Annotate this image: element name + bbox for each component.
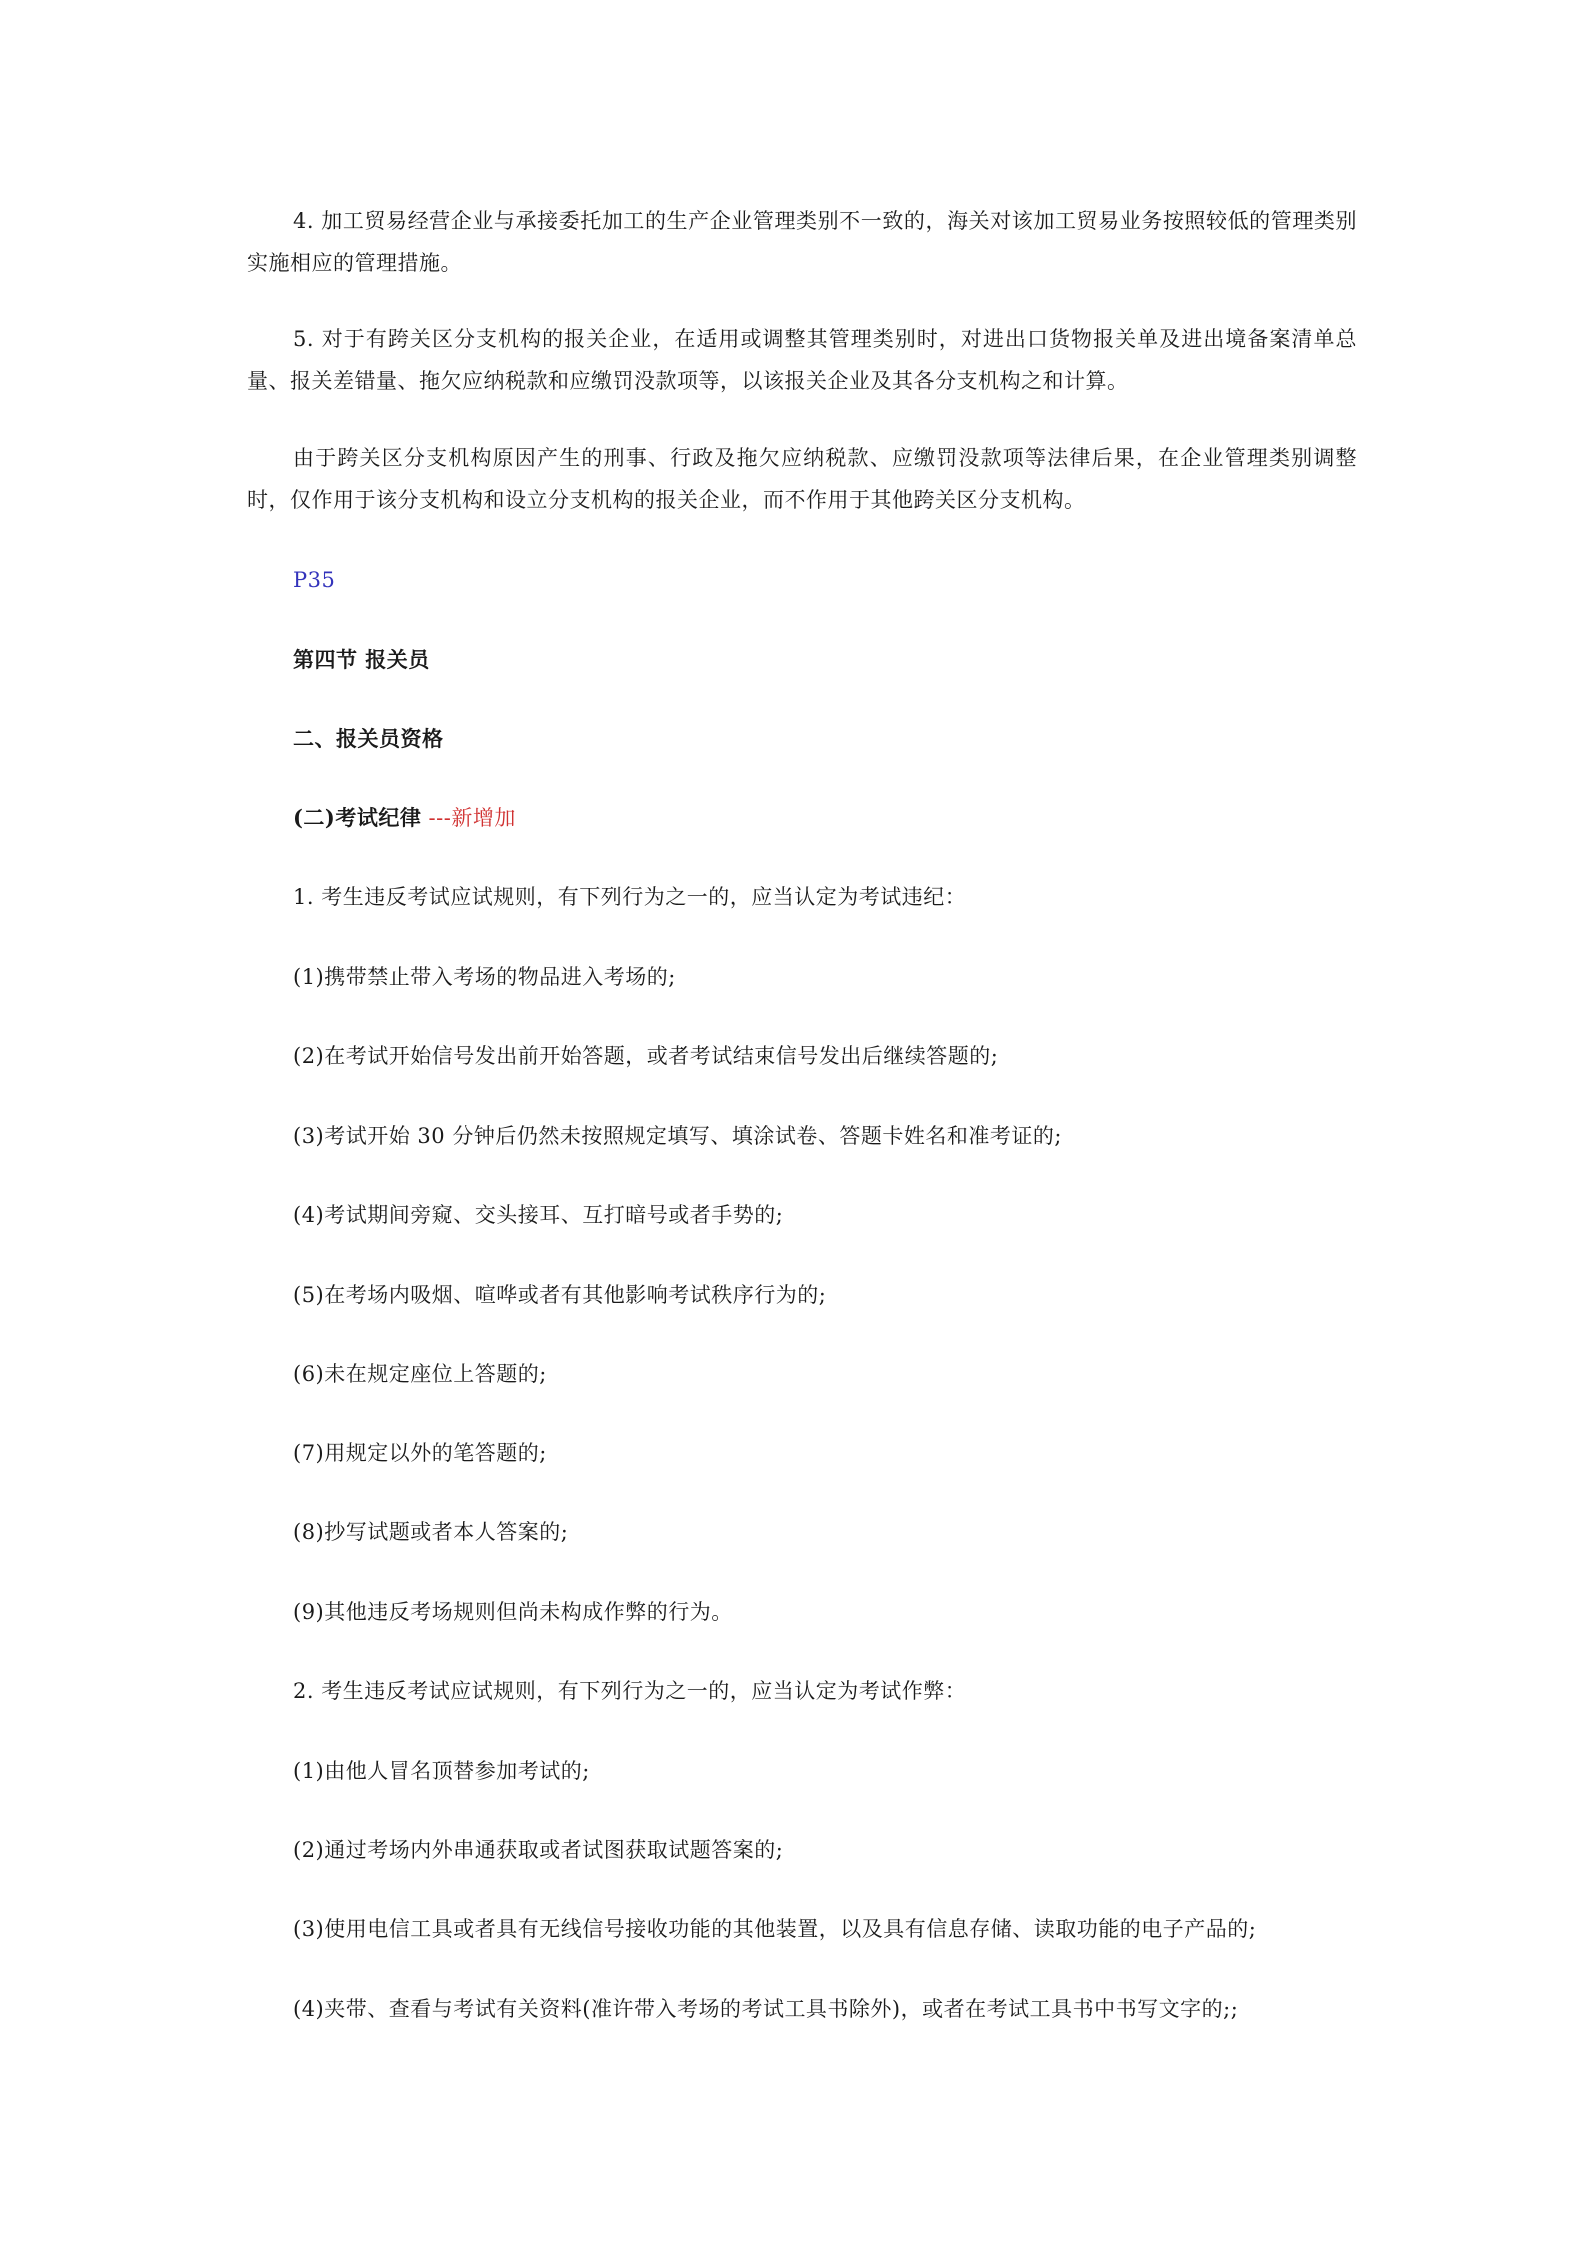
paragraph-4: 4. 加工贸易经营企业与承接委托加工的生产企业管理类别不一致的，海关对该加工贸易业务按照较低的管理类别实施相应的管理措施。 (247, 209, 1357, 275)
rule2-item-1: (1)由他人冒名顶替参加考试的; (293, 1759, 590, 1783)
rule1-item-2: (2)在考试开始信号发出前开始答题，或者考试结束信号发出后继续答题的; (293, 1044, 999, 1068)
section-title: 第四节 报关员 (293, 647, 430, 672)
new-addition-note: ---新增加 (421, 806, 516, 830)
paragraph-5: 5. 对于有跨关区分支机构的报关企业，在适用或调整其管理类别时，对进出口货物报关单及进出境备案清单总量、报关差错量、拖欠应纳税款和应缴罚没款项等，以该报关企业及其各分支机构之和计算。 (247, 327, 1357, 393)
sub-subsection-title: (二)考试纪律 (293, 805, 422, 830)
paragraph-6: 由于跨关区分支机构原因产生的刑事、行政及拖欠应纳税款、应缴罚没款项等法律后果，在企业管理类别调整时，仅作用于该分支机构和设立分支机构的报关企业，而不作用于其他跨关区分支机构。 (247, 446, 1357, 512)
page-reference-link[interactable]: P35 (293, 568, 336, 592)
sub-subsection-heading (293, 803, 516, 833)
rule1-item-6: (6)未在规定座位上答题的; (293, 1362, 547, 1386)
rule2-item-2: (2)通过考场内外串通获取或者试图获取试题答案的; (293, 1838, 784, 1862)
rule2-item-3: (3)使用电信工具或者具有无线信号接收功能的其他装置，以及具有信息存储、读取功能的电子产品的; (293, 1917, 1257, 1941)
rule1-item-4: (4)考试期间旁窥、交头接耳、互打暗号或者手势的; (293, 1203, 784, 1227)
rule1-item-8: (8)抄写试题或者本人答案的; (293, 1520, 569, 1544)
rule1-item-9: (9)其他违反考场规则但尚未构成作弊的行为。 (293, 1600, 733, 1624)
rule1-intro: 1. 考生违反考试应试规则，有下列行为之一的，应当认定为考试违纪： (293, 885, 967, 909)
rule2-intro: 2. 考生违反考试应试规则，有下列行为之一的，应当认定为考试作弊： (293, 1679, 967, 1703)
subsection-title: 二、报关员资格 (293, 726, 444, 751)
rule1-item-3: (3)考试开始 30 分钟后仍然未按照规定填写、填涂试卷、答题卡姓名和准考证的; (293, 1124, 1062, 1148)
rule1-item-1: (1)携带禁止带入考场的物品进入考场的; (293, 965, 676, 989)
rule2-item-4: (4)夹带、查看与考试有关资料(准许带入考场的考试工具书除外)，或者在考试工具书中书写文字的;; (293, 1997, 1239, 2021)
rule1-item-7: (7)用规定以外的笔答题的; (293, 1441, 547, 1465)
rule1-item-5: (5)在考场内吸烟、喧哗或者有其他影响考试秩序行为的; (293, 1283, 827, 1307)
